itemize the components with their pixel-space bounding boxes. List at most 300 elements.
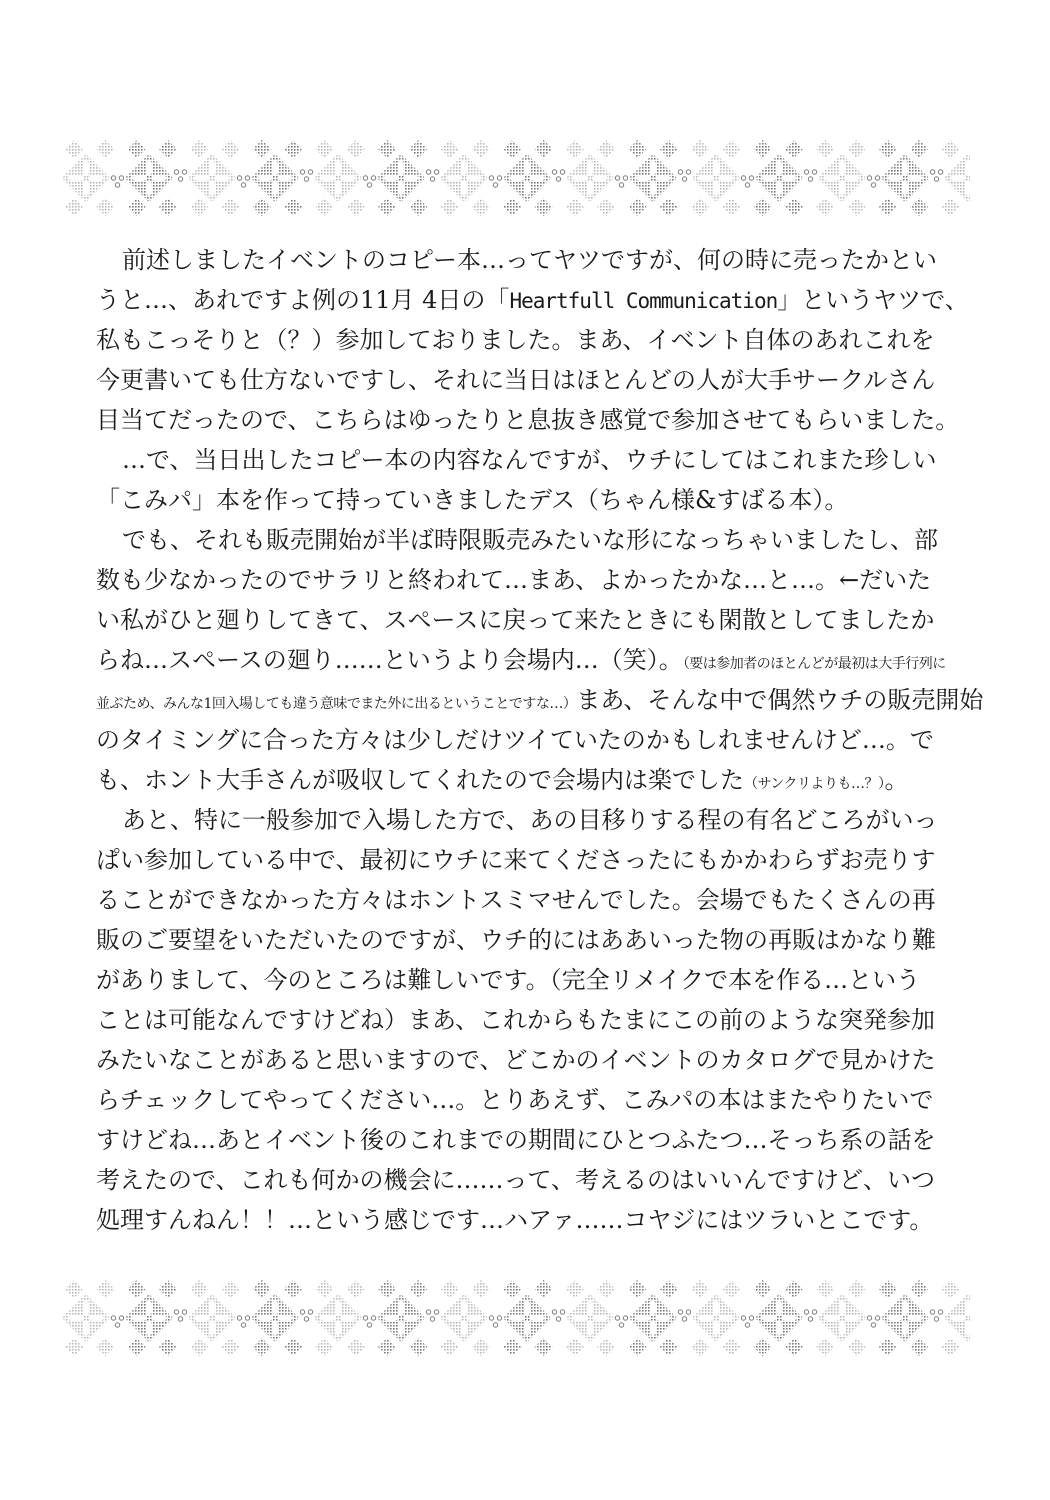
- text-segment: のタイミングに合った方々は少しだけツイていたのかもしれませんけど…。で: [96, 726, 934, 754]
- small-diamond-mark: [879, 140, 897, 158]
- dot-cluster-mark: [615, 1316, 619, 1320]
- petal-mark: [655, 175, 671, 181]
- petal-mark: [776, 160, 782, 176]
- small-diamond-mark: [253, 1338, 271, 1356]
- small-diamond-mark: [910, 1280, 928, 1298]
- small-diamond-mark: [597, 140, 615, 158]
- dot-cluster-mark: [749, 176, 753, 180]
- petal-mark: [320, 1315, 336, 1321]
- dot-cluster-mark: [237, 1316, 241, 1320]
- small-diamond-mark: [597, 198, 615, 216]
- small-diamond-mark: [159, 140, 177, 158]
- small-diamond-mark: [65, 1280, 83, 1298]
- dot-cluster-mark: [619, 1323, 623, 1327]
- small-diamond-mark: [535, 198, 553, 216]
- petal-mark: [718, 175, 734, 181]
- small-diamond-mark: [128, 1280, 146, 1298]
- small-diamond-mark: [879, 1338, 897, 1356]
- dot-cluster-mark: [934, 1317, 938, 1321]
- petal-mark: [587, 160, 593, 176]
- text-line: [96, 680, 984, 720]
- small-diamond-mark: [65, 140, 83, 158]
- small-diamond-mark: [284, 140, 302, 158]
- text-line: [96, 960, 976, 1000]
- dot-cluster-mark: [367, 183, 371, 187]
- small-diamond-mark: [222, 1338, 240, 1356]
- petal-mark: [902, 1320, 908, 1336]
- petal-mark: [907, 175, 923, 181]
- small-diamond-mark: [128, 198, 146, 216]
- text-line: [96, 440, 976, 480]
- small-diamond-mark: [472, 1280, 490, 1298]
- text-segment: みたいなことがあると思いますので、どこかのイベントのカタログで見かけた: [96, 1046, 936, 1074]
- small-diamond-mark: [378, 1338, 396, 1356]
- small-diamond-mark: [253, 1280, 271, 1298]
- text-segment: あと、特に一般参加で入場した方で、あの目移りする程の有名どころがいっ: [122, 806, 938, 834]
- dot-cluster-mark: [111, 1316, 115, 1320]
- text-segment: ることができなかった方々はホントスミマせんでした。会場でもたくさんの再: [96, 886, 936, 914]
- text-segment: ぱい参加している中で、最初にウチに来てくださったにもかかわらずお売りす: [96, 846, 936, 874]
- dot-cluster-mark: [930, 1310, 934, 1314]
- small-diamond-mark: [378, 198, 396, 216]
- text-segment: 販のご要望をいただいたのですが、ウチ的にはああいった物の再販はかなり難: [96, 926, 936, 954]
- petal-mark: [761, 175, 777, 181]
- text-segment: 。: [884, 766, 909, 794]
- petal-mark: [398, 160, 404, 176]
- dot-cluster-mark: [875, 1316, 879, 1320]
- small-diamond-mark: [441, 140, 459, 158]
- dot-cluster-mark: [682, 177, 686, 181]
- dot-cluster-mark: [552, 1310, 556, 1314]
- small-diamond-mark: [754, 1280, 772, 1298]
- dot-cluster-mark: [363, 176, 367, 180]
- small-diamond-mark: [754, 140, 772, 158]
- petal-mark: [340, 175, 356, 181]
- petal-mark: [650, 160, 656, 176]
- text-segment: い私がひと廻りしてきて、スペースに戻って来たときにも閑散としてましたか: [96, 606, 935, 634]
- petal-mark: [146, 180, 152, 196]
- petal-mark: [131, 175, 147, 181]
- text-segment: らね…スペースの廻り……というより会場内…（笑）。: [96, 646, 683, 674]
- text-segment: 処理すんねん！！…という感じです…ハアァ……コヤジにはツラいとこです。: [96, 1206, 934, 1234]
- dot-cluster-mark: [304, 1317, 308, 1321]
- small-diamond-mark: [347, 140, 365, 158]
- small-diamond-mark: [315, 140, 333, 158]
- petal-mark: [398, 180, 404, 196]
- dot-cluster-mark: [304, 177, 308, 181]
- dot-cluster-mark: [741, 1316, 745, 1320]
- small-diamond-mark: [785, 1338, 803, 1356]
- petal-mark: [902, 1300, 908, 1316]
- small-diamond-mark: [159, 198, 177, 216]
- petal-mark: [83, 180, 89, 196]
- text-line: [96, 320, 976, 360]
- small-diamond-mark: [441, 1280, 459, 1298]
- petal-mark: [635, 175, 651, 181]
- petal-mark: [572, 175, 588, 181]
- petal-mark: [461, 1320, 467, 1336]
- text-line: [96, 1040, 976, 1080]
- small-diamond-mark: [816, 140, 834, 158]
- dot-cluster-mark: [623, 176, 627, 180]
- text-line: [96, 360, 976, 400]
- dot-cluster-mark: [300, 1310, 304, 1314]
- petal-mark: [698, 175, 714, 181]
- petal-mark: [83, 1300, 89, 1316]
- text-segment: まあ、そんな中で偶然ウチの販売開始: [576, 686, 984, 714]
- dot-cluster-mark: [745, 1323, 749, 1327]
- dot-cluster-mark: [560, 1310, 564, 1314]
- text-line: [96, 1000, 976, 1040]
- dot-cluster-mark: [237, 176, 241, 180]
- dot-cluster-mark: [686, 1310, 690, 1314]
- petal-mark: [902, 160, 908, 176]
- dot-cluster-mark: [371, 176, 375, 180]
- small-diamond-mark: [941, 140, 959, 158]
- small-diamond-mark: [910, 140, 928, 158]
- small-diamond-mark: [378, 1280, 396, 1298]
- petal-mark: [214, 1315, 230, 1321]
- small-diamond-mark: [65, 1338, 83, 1356]
- small-diamond-mark: [128, 140, 146, 158]
- dot-cluster-mark: [560, 170, 564, 174]
- small-diamond-mark: [691, 198, 709, 216]
- dot-cluster-mark: [497, 176, 501, 180]
- petal-mark: [277, 175, 293, 181]
- small-diamond-mark: [441, 198, 459, 216]
- small-diamond-mark: [785, 198, 803, 216]
- petal-mark: [277, 1315, 293, 1321]
- dot-cluster-mark: [556, 1317, 560, 1321]
- petal-mark: [403, 1315, 419, 1321]
- text-line: [96, 400, 976, 440]
- dot-cluster-mark: [493, 1323, 497, 1327]
- petal-mark: [88, 1315, 104, 1321]
- petal-mark: [887, 175, 903, 181]
- small-diamond-mark: [472, 198, 490, 216]
- dot-cluster-mark: [367, 1323, 371, 1327]
- text-line: [96, 920, 976, 960]
- dot-cluster-mark: [619, 183, 623, 187]
- small-diamond-mark: [816, 1338, 834, 1356]
- petal-mark: [209, 180, 215, 196]
- small-diamond-mark: [628, 198, 646, 216]
- dot-cluster-mark: [804, 170, 808, 174]
- dot-cluster-mark: [434, 1310, 438, 1314]
- petal-mark: [650, 180, 656, 196]
- petal-mark: [572, 1315, 588, 1321]
- dot-cluster-mark: [552, 170, 556, 174]
- dot-cluster-mark: [241, 183, 245, 187]
- petal-mark: [844, 175, 860, 181]
- small-diamond-mark: [628, 1280, 646, 1298]
- dot-cluster-mark: [178, 177, 182, 181]
- petal-mark: [776, 180, 782, 196]
- dot-cluster-mark: [867, 1316, 871, 1320]
- small-diamond-mark: [848, 198, 866, 216]
- dot-cluster-mark: [119, 176, 123, 180]
- small-diamond-mark: [879, 1280, 897, 1298]
- dot-cluster-mark: [804, 1310, 808, 1314]
- small-diamond-mark: [941, 1338, 959, 1356]
- petal-mark: [650, 1300, 656, 1316]
- text-segment: 数も少なかったのでサラリと終われて…まあ、よかったかな…と…。←だいた: [96, 566, 932, 594]
- small-diamond-mark: [910, 1338, 928, 1356]
- petal-mark: [592, 1315, 608, 1321]
- text-segment: すけどね…あとイベント後のこれまでの期間にひとつふたつ…そっち系の話を: [96, 1126, 936, 1154]
- petal-mark: [718, 1315, 734, 1321]
- text-line: [96, 280, 976, 320]
- text-segment: 目当てだったので、こちらはゆったりと息抜き感覚で参加させてもらいました。: [96, 406, 960, 434]
- petal-mark: [403, 175, 419, 181]
- petal-mark: [529, 175, 545, 181]
- small-diamond-mark: [409, 1338, 427, 1356]
- petal-mark: [824, 1315, 840, 1321]
- dot-cluster-mark: [678, 1310, 682, 1314]
- petal-mark: [335, 160, 341, 176]
- dot-cluster-mark: [938, 1310, 942, 1314]
- small-diamond-mark: [816, 198, 834, 216]
- dot-cluster-mark: [678, 170, 682, 174]
- dot-cluster-mark: [812, 1310, 816, 1314]
- petal-mark: [335, 1320, 341, 1336]
- small-diamond-mark: [535, 1280, 553, 1298]
- small-diamond-mark: [96, 198, 114, 216]
- small-diamond-mark: [941, 1280, 959, 1298]
- text-line: [96, 1080, 976, 1120]
- petal-mark: [902, 180, 908, 196]
- small-diamond-mark: [222, 198, 240, 216]
- petal-mark: [950, 175, 966, 181]
- dot-cluster-mark: [867, 176, 871, 180]
- text-segment: 」というヤツで、: [777, 286, 969, 314]
- small-diamond-mark: [597, 1338, 615, 1356]
- small-diamond-mark: [628, 1338, 646, 1356]
- dot-cluster-mark: [178, 1317, 182, 1321]
- text-line: [96, 1120, 976, 1160]
- petal-mark: [592, 175, 608, 181]
- petal-mark: [398, 1320, 404, 1336]
- petal-mark: [887, 1315, 903, 1321]
- petal-mark: [776, 1300, 782, 1316]
- small-diamond-mark: [284, 1338, 302, 1356]
- petal-mark: [209, 1300, 215, 1316]
- petal-mark: [194, 175, 210, 181]
- petal-mark: [131, 1315, 147, 1321]
- petal-mark: [214, 175, 230, 181]
- small-diamond-mark: [472, 140, 490, 158]
- petal-mark: [151, 175, 167, 181]
- dot-cluster-mark: [489, 176, 493, 180]
- dot-cluster-mark: [426, 170, 430, 174]
- dot-cluster-mark: [174, 170, 178, 174]
- small-diamond-mark: [628, 140, 646, 158]
- text-line: [96, 840, 976, 880]
- dot-cluster-mark: [182, 170, 186, 174]
- text-line: [96, 480, 976, 520]
- small-diamond-mark: [315, 1338, 333, 1356]
- small-diamond-mark: [597, 1280, 615, 1298]
- small-diamond-mark: [660, 1280, 678, 1298]
- small-diamond-mark: [222, 140, 240, 158]
- dot-cluster-mark: [111, 176, 115, 180]
- petal-mark: [950, 1315, 966, 1321]
- small-diamond-mark: [222, 1280, 240, 1298]
- decorative-border-bottom: [60, 1277, 970, 1357]
- small-diamond-mark: [253, 198, 271, 216]
- small-diamond-mark: [660, 198, 678, 216]
- text-line: [96, 1200, 976, 1240]
- small-diamond-mark: [566, 198, 584, 216]
- small-diamond-mark: [848, 1338, 866, 1356]
- small-diamond-mark: [315, 198, 333, 216]
- petal-mark: [839, 1300, 845, 1316]
- petal-mark: [340, 1315, 356, 1321]
- small-diamond-mark: [722, 1280, 740, 1298]
- text-segment: 私もこっそりと（？）参加しておりました。まあ、イベント自体のあれこれを: [96, 326, 935, 354]
- petal-mark: [398, 1300, 404, 1316]
- text-line: [96, 520, 976, 560]
- petal-mark: [524, 180, 530, 196]
- dot-cluster-mark: [245, 1316, 249, 1320]
- small-diamond-mark: [785, 140, 803, 158]
- petal-mark: [587, 180, 593, 196]
- dot-cluster-mark: [371, 1316, 375, 1320]
- dot-cluster-mark: [182, 1310, 186, 1314]
- dot-cluster-mark: [808, 177, 812, 181]
- text-line: [96, 760, 976, 800]
- petal-mark: [68, 1315, 84, 1321]
- petal-mark: [383, 175, 399, 181]
- small-diamond-mark: [848, 1280, 866, 1298]
- petal-mark: [320, 175, 336, 181]
- small-diamond-mark: [472, 1338, 490, 1356]
- small-diamond-mark: [941, 198, 959, 216]
- small-diamond-mark: [722, 140, 740, 158]
- small-diamond-mark: [96, 1280, 114, 1298]
- dot-cluster-mark: [363, 1316, 367, 1320]
- dot-cluster-mark: [497, 1316, 501, 1320]
- text-segment: でも、それも販売開始が半ば時限販売みたいな形になっちゃいましたし、部: [122, 526, 938, 554]
- dot-cluster-mark: [119, 1316, 123, 1320]
- small-diamond-mark: [441, 1338, 459, 1356]
- petal-mark: [776, 1320, 782, 1336]
- dot-cluster-mark: [682, 1317, 686, 1321]
- petal-mark: [587, 1300, 593, 1316]
- petal-mark: [529, 1315, 545, 1321]
- small-diamond-mark: [284, 1280, 302, 1298]
- text-segment: 今更書いても仕方ないですし、それに当日はほとんどの人が大手サークルさん: [96, 366, 936, 394]
- dot-cluster-mark: [115, 1323, 119, 1327]
- petal-mark: [781, 175, 797, 181]
- text-line: [96, 240, 976, 280]
- text-segment: Heartfull Communication: [509, 289, 778, 313]
- petal-mark: [655, 1315, 671, 1321]
- petal-mark: [335, 1300, 341, 1316]
- small-diamond-mark: [96, 140, 114, 158]
- petal-mark: [713, 160, 719, 176]
- small-diamond-mark: [566, 1338, 584, 1356]
- text-segment: うと…、あれですよ例の11月 4日の「: [96, 286, 510, 314]
- small-diamond-mark: [879, 198, 897, 216]
- petal-mark: [524, 160, 530, 176]
- petal-mark: [83, 1320, 89, 1336]
- dot-cluster-mark: [430, 1317, 434, 1321]
- text-segment: …で、当日出したコピー本の内容なんですが、ウチにしてはこれまた珍しい: [122, 446, 937, 474]
- petal-mark: [209, 160, 215, 176]
- dot-cluster-mark: [686, 170, 690, 174]
- small-diamond-mark: [503, 198, 521, 216]
- small-diamond-mark: [848, 140, 866, 158]
- small-diamond-mark: [96, 1338, 114, 1356]
- petal-mark: [713, 1320, 719, 1336]
- aside-note: （サンクリよりも…？）: [744, 776, 885, 792]
- dot-cluster-mark: [308, 1310, 312, 1314]
- petal-mark: [272, 1320, 278, 1336]
- text-segment: 「こみパ」本を作って持っていきましたデス（ちゃん様&すばる本）。: [96, 486, 849, 514]
- small-diamond-mark: [910, 198, 928, 216]
- dot-cluster-mark: [308, 170, 312, 174]
- petal-mark: [713, 1300, 719, 1316]
- petal-mark: [839, 160, 845, 176]
- petal-mark: [335, 180, 341, 196]
- small-diamond-mark: [691, 1338, 709, 1356]
- small-diamond-mark: [190, 140, 208, 158]
- small-diamond-mark: [722, 1338, 740, 1356]
- petal-mark: [509, 1315, 525, 1321]
- decorative-border-top: [60, 137, 970, 217]
- petal-mark: [907, 1315, 923, 1321]
- small-diamond-mark: [754, 198, 772, 216]
- petal-mark: [151, 1315, 167, 1321]
- text-line: [96, 560, 976, 600]
- petal-mark: [83, 160, 89, 176]
- dot-cluster-mark: [300, 170, 304, 174]
- text-segment: ことは可能なんですけどね）まあ、これからもたまにこの前のような突発参加: [96, 1006, 936, 1034]
- dot-cluster-mark: [623, 1316, 627, 1320]
- aside-note: （要は参加者のほとんどが最初は大手行列に: [682, 656, 946, 672]
- petal-mark: [272, 1300, 278, 1316]
- petal-mark: [466, 175, 482, 181]
- petal-mark: [844, 1315, 860, 1321]
- petal-mark: [146, 1300, 152, 1316]
- petal-mark: [461, 1300, 467, 1316]
- small-diamond-mark: [284, 198, 302, 216]
- small-diamond-mark: [566, 140, 584, 158]
- petal-mark: [88, 175, 104, 181]
- petal-mark: [461, 160, 467, 176]
- small-diamond-mark: [253, 140, 271, 158]
- small-diamond-mark: [190, 1280, 208, 1298]
- petal-mark: [383, 1315, 399, 1321]
- dot-cluster-mark: [938, 170, 942, 174]
- small-diamond-mark: [347, 1280, 365, 1298]
- petal-mark: [272, 180, 278, 196]
- small-diamond-mark: [503, 1338, 521, 1356]
- dot-cluster-mark: [749, 1316, 753, 1320]
- petal-mark: [146, 1320, 152, 1336]
- small-diamond-mark: [315, 1280, 333, 1298]
- petal-mark: [587, 1320, 593, 1336]
- dot-cluster-mark: [812, 170, 816, 174]
- small-diamond-mark: [159, 1280, 177, 1298]
- small-diamond-mark: [503, 140, 521, 158]
- petal-mark: [635, 1315, 651, 1321]
- petal-mark: [781, 1315, 797, 1321]
- dot-cluster-mark: [493, 183, 497, 187]
- petal-mark: [466, 1315, 482, 1321]
- dot-cluster-mark: [434, 170, 438, 174]
